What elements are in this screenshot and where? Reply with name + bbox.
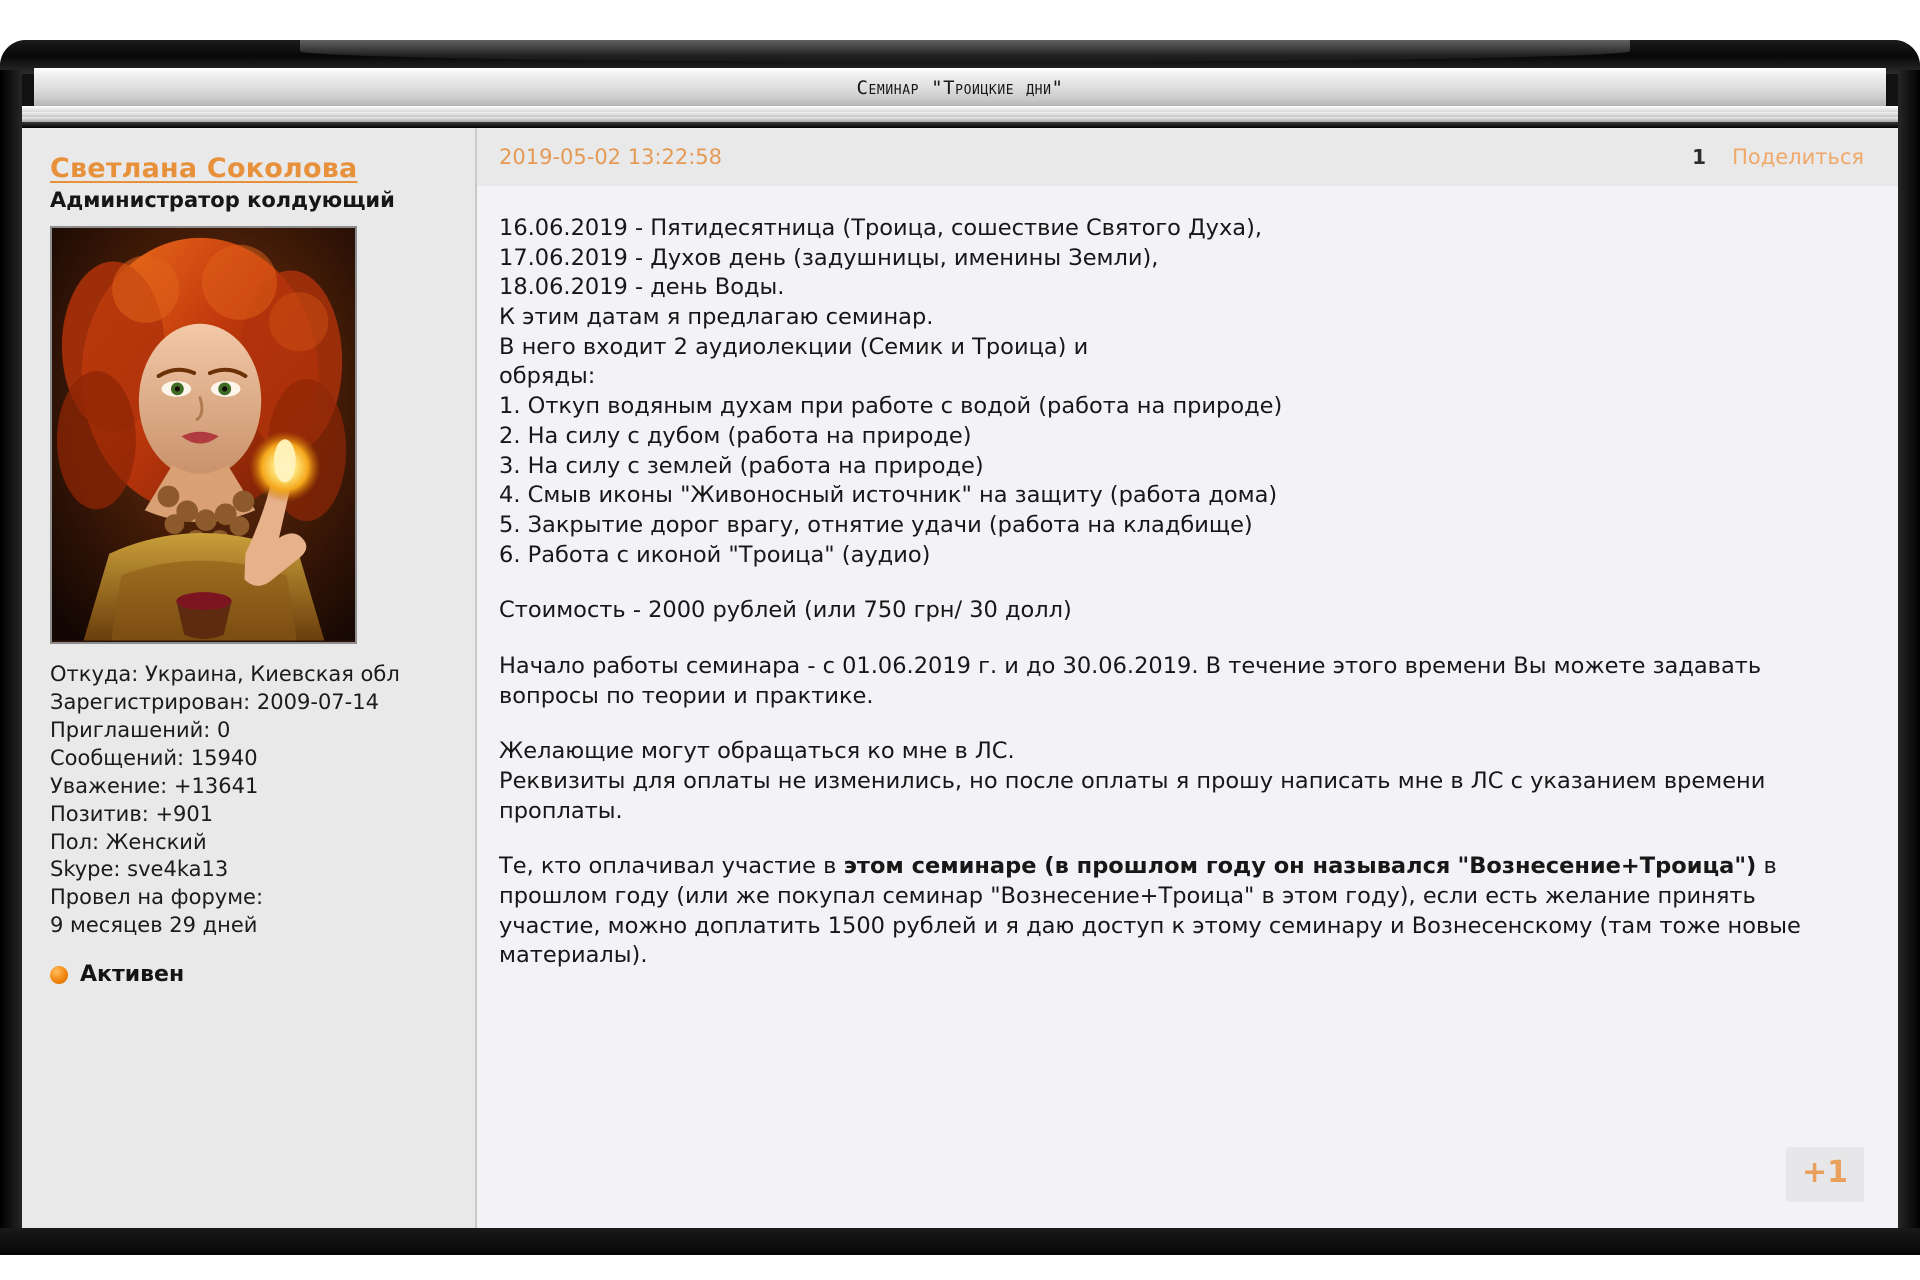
post-line-date-3: 18.06.2019 - день Воды. [499, 274, 785, 301]
post-line-date-2: 17.06.2019 - Духов день (задушницы, именины Земли), [499, 244, 1159, 271]
bezel-gloss-highlight [300, 40, 1630, 62]
post-content-panel [22, 128, 1898, 1228]
post-header [477, 128, 1898, 186]
share-button[interactable]: Поделиться [1732, 145, 1864, 169]
ritual-item-5: 5. Закрытие дорог врагу, отнятие удачи (работа на кладбище) [499, 511, 1253, 538]
final-text-a: Те, кто оплачивал участие в [499, 853, 844, 880]
profile-field-positive: Позитив: +901 [50, 801, 214, 826]
post-header-actions [1692, 145, 1864, 169]
paragraph-spacer [499, 570, 1858, 596]
author-sidebar [22, 128, 477, 1228]
ritual-item-2: 2. На силу с дубом (работа на природе) [499, 422, 972, 449]
avatar-artwork [52, 228, 355, 641]
share-count: 1 [1692, 145, 1707, 169]
author-profile-fields [50, 661, 475, 940]
post-body [477, 186, 1898, 1228]
profile-field-location: Откуда: Украина, Киевская обл [50, 662, 400, 686]
ritual-item-4: 4. Смыв иконы "Живоносный источник" на защиту (работа дома) [499, 482, 1278, 509]
author-username-link[interactable]: Светлана Соколова [50, 153, 358, 184]
post-final-paragraph [499, 852, 1858, 971]
post-line-includes: В него входит 2 аудиолекции (Семик и Троица) и [499, 333, 1089, 360]
paragraph-spacer [499, 826, 1858, 852]
plus-one-badge[interactable]: +1 [1786, 1147, 1864, 1202]
profile-field-gender: Пол: Женский [50, 829, 207, 854]
window-bezel-right [1898, 70, 1920, 1230]
ritual-item-1: 1. Откуп водяным духам при работе с водой (работа на природе) [499, 393, 1283, 420]
author-rank-title: Администратор колдующий [50, 188, 395, 212]
status-badge [50, 962, 475, 987]
window-title-bar [34, 68, 1886, 107]
final-text-bold-1: этом семинаре (в прошлом году он назывался [843, 853, 1451, 880]
post-column [477, 128, 1898, 1228]
window-bezel-bottom [0, 1228, 1920, 1255]
profile-field-time-label: Провел на форуме: [50, 885, 264, 910]
post-line-date-1: 16.06.2019 - Пятидесятница (Троица, сошествие Святого Духа), [499, 215, 1263, 241]
ritual-item-3: 3. На силу с землей (работа на природе) [499, 452, 984, 479]
paragraph-spacer [499, 626, 1858, 652]
post-line-intro: К этим датам я предлагаю семинар. [499, 304, 934, 331]
final-text-d: в прошлом году (или же покупал семинар "Вознесение+Троица" в этом году), если есть желание принять участие, можно доплатить 1500 рублей и я даю доступ к этому семинару и Вознесенскому (там тоже новые материалы). [499, 853, 1801, 969]
avatar[interactable] [50, 226, 357, 644]
post-schedule: Начало работы семинара - с 01.06.2019 г. и до 30.06.2019. В течение этого времени Вы можете задавать вопросы по теории и практике. [499, 652, 1762, 709]
post-timestamp: 2019-05-02 13:22:58 [499, 145, 723, 169]
final-text-bold-2: "Вознесение+Троица") [1457, 853, 1757, 880]
profile-field-registered: Зарегистрирован: 2009-07-14 [50, 689, 379, 714]
browser-window-frame [0, 40, 1920, 1255]
profile-field-respect: Уважение: +13641 [50, 773, 259, 798]
post-contact: Желающие могут обращаться ко мне в ЛС. [499, 738, 1015, 765]
page-title: Семинар "Троицкие дни" [856, 77, 1064, 99]
window-bezel-left [0, 70, 22, 1230]
post-price: Стоимость - 2000 рублей (или 750 грн/ 30 долл) [499, 597, 1072, 624]
profile-field-skype: Skype: sve4ka13 [50, 857, 229, 882]
profile-field-invites: Приглашений: 0 [50, 717, 231, 742]
post-line-rituals-label: обряды: [499, 363, 596, 390]
post-payment: Реквизиты для оплаты не изменились, но после оплаты я прошу написать мне в ЛС с указанием времени проплаты. [499, 768, 1766, 824]
ritual-item-6: 6. Работа с иконой "Троица" (аудио) [499, 541, 931, 568]
profile-field-posts: Сообщений: 15940 [50, 745, 258, 770]
status-label: Активен [80, 962, 185, 988]
profile-field-time-value: 9 месяцев 29 дней [50, 913, 258, 938]
status-dot-icon [50, 966, 68, 984]
paragraph-spacer [499, 711, 1858, 737]
